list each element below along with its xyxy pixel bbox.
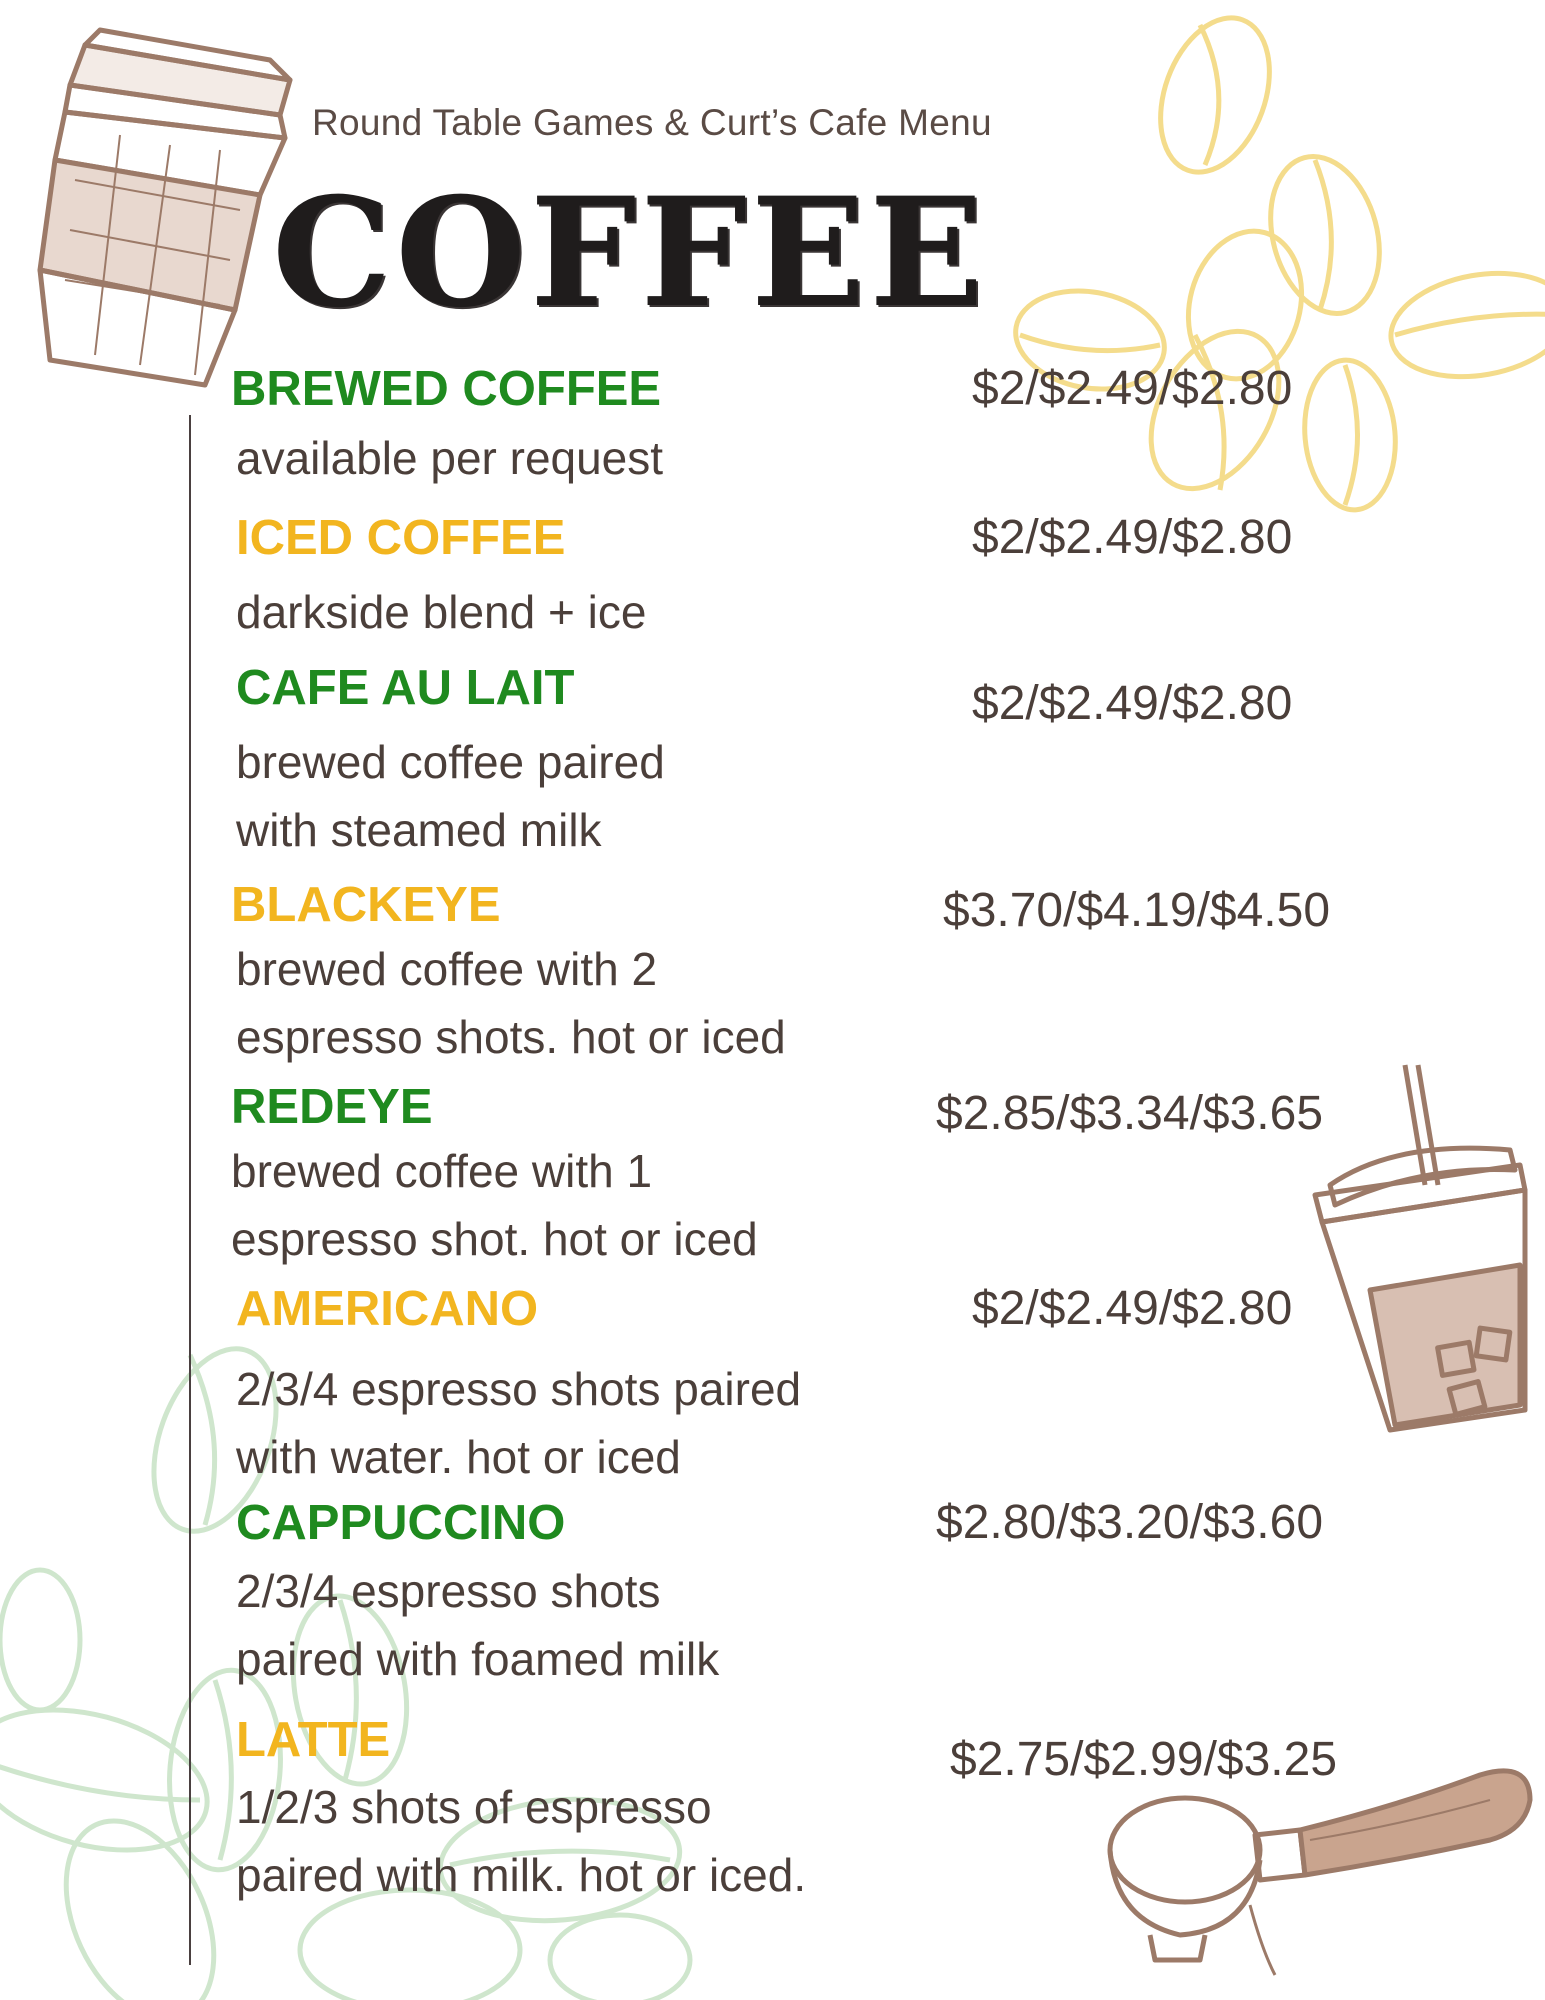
item-name-cappuccino: CAPPUCCINO bbox=[236, 1496, 566, 1550]
item-desc-blackeye: brewed coffee with 2 bbox=[236, 943, 658, 995]
item-price-cafe-au-lait: $2/$2.49/$2.80 bbox=[972, 677, 1293, 730]
cafe-header: Round Table Games & Curt’s Cafe Menu bbox=[312, 102, 992, 143]
item-name-blackeye: BLACKEYE bbox=[231, 878, 501, 932]
item-desc-cafe-au-lait: brewed coffee paired bbox=[236, 736, 665, 788]
item-price-blackeye: $3.70/$4.19/$4.50 bbox=[943, 884, 1331, 937]
coffee-cup-sketch-icon bbox=[40, 30, 290, 385]
item-desc-latte: 1/2/3 shots of espresso bbox=[236, 1781, 712, 1833]
item-desc-redeye-2: espresso shot. hot or iced bbox=[231, 1213, 758, 1265]
item-price-redeye: $2.85/$3.34/$3.65 bbox=[936, 1087, 1324, 1140]
item-desc-iced-coffee: darkside blend + ice bbox=[236, 586, 647, 638]
portafilter-sketch-icon bbox=[1110, 1771, 1530, 1975]
item-name-latte: LATTE bbox=[236, 1713, 391, 1767]
vertical-divider bbox=[189, 415, 191, 1965]
item-name-iced-coffee: ICED COFFEE bbox=[236, 511, 566, 565]
item-price-iced-coffee: $2/$2.49/$2.80 bbox=[972, 511, 1293, 564]
iced-coffee-sketch-icon bbox=[1315, 1065, 1525, 1430]
item-name-americano: AMERICANO bbox=[236, 1282, 539, 1336]
item-desc-cappuccino-2: paired with foamed milk bbox=[236, 1633, 720, 1685]
item-desc-americano: 2/3/4 espresso shots paired bbox=[236, 1363, 802, 1415]
page-title: COFFEE bbox=[272, 165, 988, 341]
item-price-cappuccino: $2.80/$3.20/$3.60 bbox=[936, 1496, 1324, 1549]
item-price-brewed-coffee: $2/$2.49/$2.80 bbox=[972, 362, 1293, 415]
item-desc-americano-2: with water. hot or iced bbox=[236, 1431, 681, 1483]
item-name-cafe-au-lait: CAFE AU LAIT bbox=[236, 661, 575, 715]
item-desc-brewed-coffee: available per request bbox=[236, 432, 664, 484]
item-desc-latte-2: paired with milk. hot or iced. bbox=[236, 1849, 807, 1901]
item-price-latte: $2.75/$2.99/$3.25 bbox=[950, 1733, 1338, 1786]
item-desc-cappuccino: 2/3/4 espresso shots bbox=[236, 1565, 661, 1617]
item-desc-cafe-au-lait-2: with steamed milk bbox=[236, 804, 602, 856]
coffee-beans-yellow-icon bbox=[1008, 3, 1545, 514]
item-desc-blackeye-2: espresso shots. hot or iced bbox=[236, 1011, 786, 1063]
item-desc-redeye: brewed coffee with 1 bbox=[231, 1145, 653, 1197]
item-name-redeye: REDEYE bbox=[231, 1080, 433, 1134]
item-name-brewed-coffee: BREWED COFFEE bbox=[231, 362, 662, 416]
item-price-americano: $2/$2.49/$2.80 bbox=[972, 1282, 1293, 1335]
